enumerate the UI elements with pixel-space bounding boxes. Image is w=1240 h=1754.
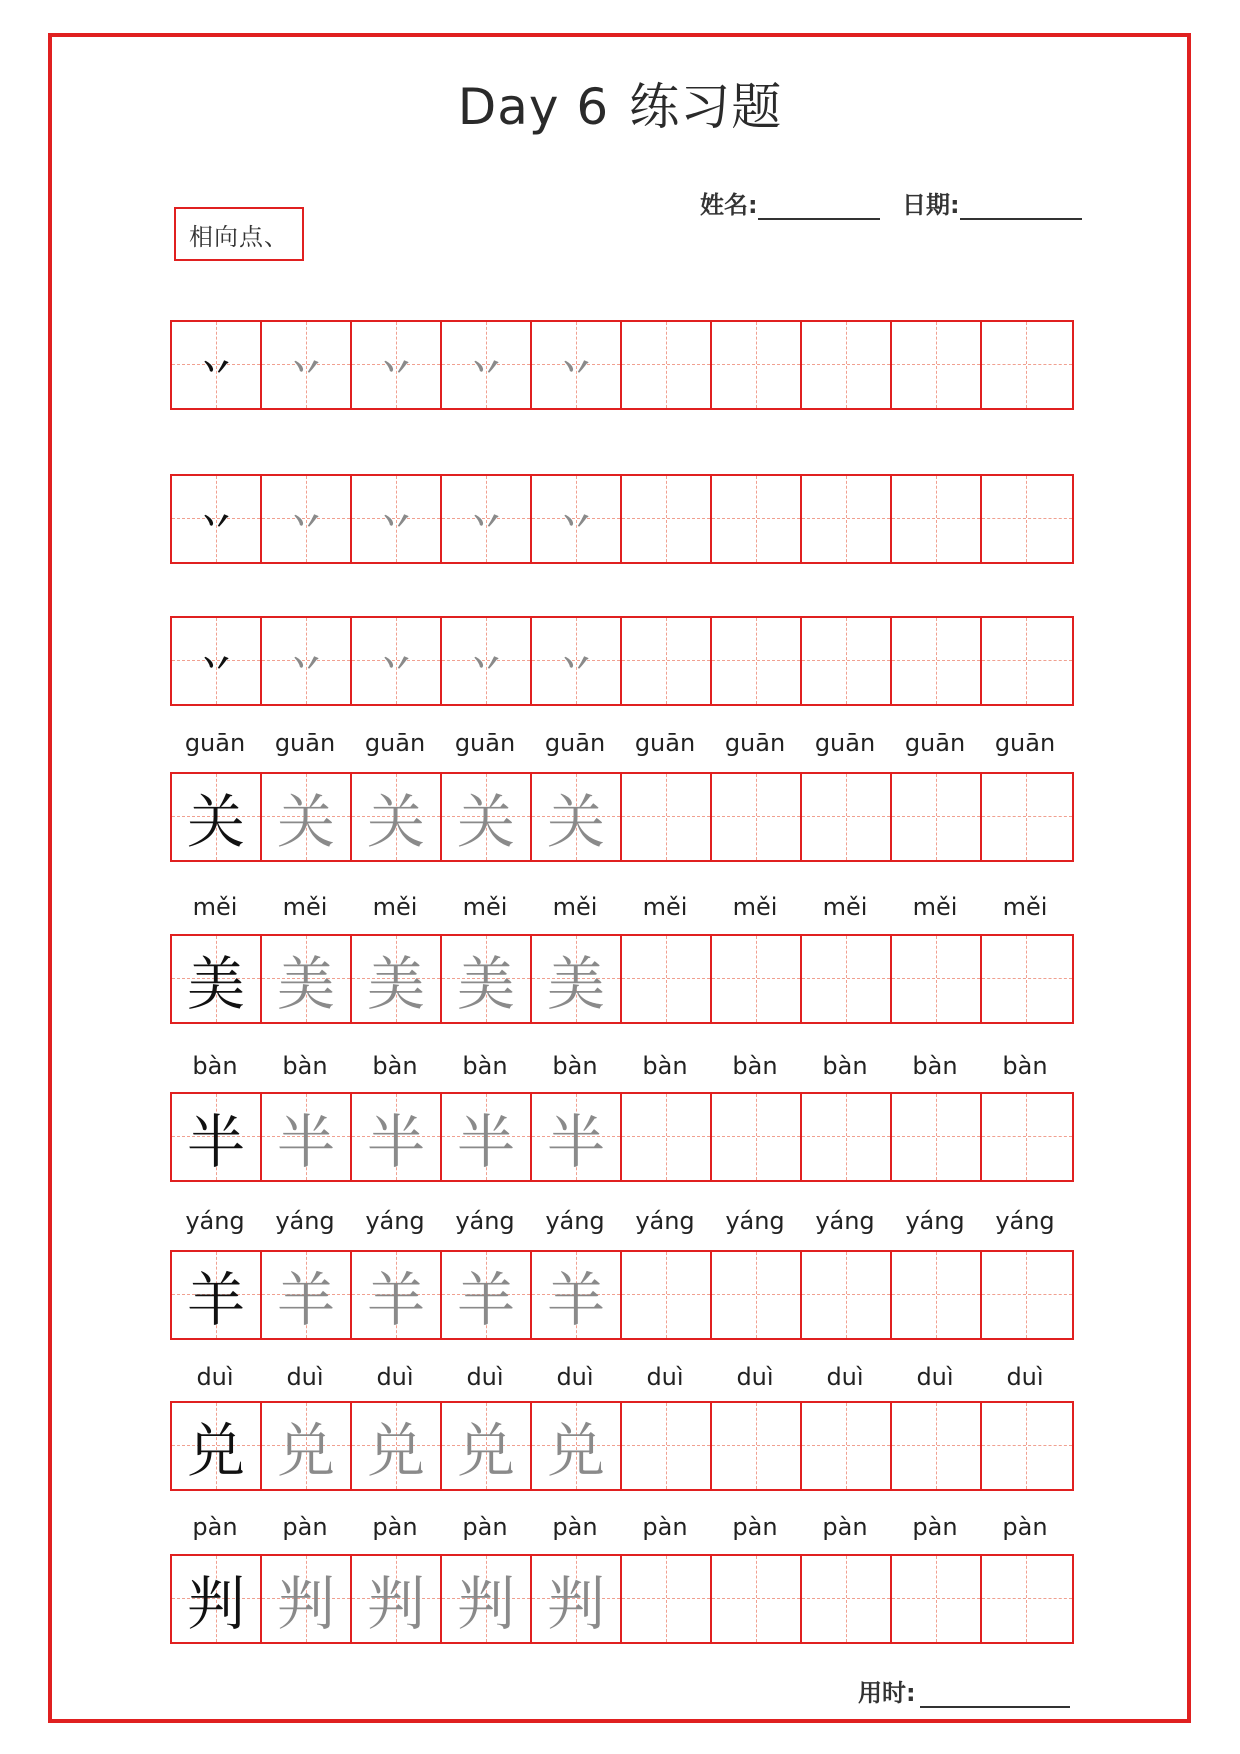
practice-cell[interactable] xyxy=(982,618,1072,704)
model-glyph: 羊 xyxy=(186,1266,245,1334)
practice-cell[interactable] xyxy=(262,618,352,704)
pinyin-label: guān xyxy=(544,729,606,757)
practice-cell[interactable] xyxy=(352,476,442,562)
pinyin-label: duì xyxy=(1006,1363,1044,1391)
practice-cell[interactable] xyxy=(712,1252,802,1338)
pinyin-label: pàn xyxy=(282,1513,328,1541)
pinyin-label: guān xyxy=(274,729,336,757)
trace-glyph: 判 xyxy=(366,1570,425,1638)
practice-cell[interactable] xyxy=(802,322,892,408)
name-label: 姓名: xyxy=(700,191,758,219)
practice-cell[interactable] xyxy=(892,936,982,1022)
model-glyph: 美 xyxy=(186,950,245,1018)
practice-cell[interactable] xyxy=(622,1094,712,1180)
practice-cell[interactable] xyxy=(442,476,532,562)
pinyin-row xyxy=(170,1052,1070,1080)
stroke-row xyxy=(170,616,1074,706)
pinyin-label: duì xyxy=(556,1363,594,1391)
practice-cell[interactable] xyxy=(172,618,262,704)
pinyin-label: guān xyxy=(184,729,246,757)
practice-cell[interactable] xyxy=(172,936,262,1022)
trace-glyph: 丷 xyxy=(289,348,323,389)
practice-cell[interactable] xyxy=(622,476,712,562)
practice-cell[interactable] xyxy=(442,936,532,1022)
practice-cell[interactable] xyxy=(352,1252,442,1338)
practice-cell[interactable] xyxy=(982,1556,1072,1642)
practice-cell[interactable] xyxy=(982,936,1072,1022)
trace-glyph: 丷 xyxy=(289,644,323,685)
practice-cell[interactable] xyxy=(892,322,982,408)
practice-cell[interactable] xyxy=(442,1252,532,1338)
practice-cell[interactable] xyxy=(442,1403,532,1489)
pinyin-label: pàn xyxy=(732,1513,778,1541)
practice-cell[interactable] xyxy=(892,1556,982,1642)
pinyin-label: měi xyxy=(462,893,508,921)
practice-cell[interactable] xyxy=(622,1556,712,1642)
trace-glyph: 丷 xyxy=(469,348,503,389)
pinyin-label: yáng xyxy=(815,1207,875,1235)
trace-glyph: 半 xyxy=(456,1108,515,1176)
practice-cell[interactable] xyxy=(892,1252,982,1338)
pinyin-row xyxy=(170,1363,1070,1391)
trace-glyph: 关 xyxy=(456,788,515,856)
trace-glyph: 关 xyxy=(276,788,335,856)
trace-glyph: 丷 xyxy=(469,502,503,543)
trace-glyph: 关 xyxy=(546,788,605,856)
title-day: Day 6 xyxy=(457,78,610,136)
pinyin-label: bàn xyxy=(462,1052,508,1080)
pinyin-label: guān xyxy=(634,729,696,757)
trace-glyph: 丷 xyxy=(379,502,413,543)
pinyin-label: měi xyxy=(732,893,778,921)
title-subtitle: 练习题 xyxy=(629,78,783,136)
practice-cell[interactable] xyxy=(442,774,532,860)
pinyin-label: bàn xyxy=(642,1052,688,1080)
practice-cell[interactable] xyxy=(262,476,352,562)
date-field[interactable] xyxy=(902,185,1082,220)
pinyin-label: yáng xyxy=(725,1207,785,1235)
practice-cell[interactable] xyxy=(262,1556,352,1642)
pinyin-label: guān xyxy=(904,729,966,757)
trace-glyph: 羊 xyxy=(366,1266,425,1334)
practice-cell[interactable] xyxy=(262,774,352,860)
practice-cell[interactable] xyxy=(802,1556,892,1642)
model-glyph: 判 xyxy=(186,1570,245,1638)
practice-cell[interactable] xyxy=(622,936,712,1022)
time-blank[interactable] xyxy=(920,1680,1070,1708)
practice-cell[interactable] xyxy=(712,774,802,860)
pinyin-label: bàn xyxy=(192,1052,238,1080)
pinyin-label: guān xyxy=(994,729,1056,757)
name-blank[interactable] xyxy=(758,192,880,220)
practice-cell[interactable] xyxy=(262,936,352,1022)
trace-glyph: 判 xyxy=(456,1570,515,1638)
practice-cell[interactable] xyxy=(172,1094,262,1180)
trace-glyph: 羊 xyxy=(456,1266,515,1334)
practice-cell[interactable] xyxy=(982,1403,1072,1489)
trace-glyph: 关 xyxy=(366,788,425,856)
trace-glyph: 兑 xyxy=(456,1417,515,1485)
pinyin-label: pàn xyxy=(822,1513,868,1541)
practice-cell[interactable] xyxy=(712,1094,802,1180)
stroke-tag: 相向点、 xyxy=(174,207,304,261)
model-glyph: 半 xyxy=(186,1108,245,1176)
pinyin-label: měi xyxy=(822,893,868,921)
pinyin-label: bàn xyxy=(282,1052,328,1080)
pinyin-label: guān xyxy=(724,729,786,757)
practice-cell[interactable] xyxy=(442,322,532,408)
pinyin-label: pàn xyxy=(912,1513,958,1541)
trace-glyph: 兑 xyxy=(366,1417,425,1485)
trace-glyph: 丷 xyxy=(289,502,323,543)
pinyin-label: bàn xyxy=(372,1052,418,1080)
practice-cell[interactable] xyxy=(982,1252,1072,1338)
pinyin-label: měi xyxy=(1002,893,1048,921)
trace-glyph: 羊 xyxy=(546,1266,605,1334)
trace-glyph: 丷 xyxy=(379,644,413,685)
practice-cell[interactable] xyxy=(712,936,802,1022)
trace-glyph: 羊 xyxy=(276,1266,335,1334)
trace-glyph: 丷 xyxy=(469,644,503,685)
trace-glyph: 半 xyxy=(366,1108,425,1176)
trace-glyph: 兑 xyxy=(546,1417,605,1485)
practice-cell[interactable] xyxy=(442,1094,532,1180)
char-row xyxy=(170,1401,1074,1491)
pinyin-label: měi xyxy=(282,893,328,921)
pinyin-label: bàn xyxy=(732,1052,778,1080)
model-glyph: 兑 xyxy=(186,1417,245,1485)
practice-cell[interactable] xyxy=(622,322,712,408)
practice-cell[interactable] xyxy=(802,774,892,860)
pinyin-label: bàn xyxy=(822,1052,868,1080)
pinyin-label: duì xyxy=(196,1363,234,1391)
pinyin-label: měi xyxy=(372,893,418,921)
practice-cell[interactable] xyxy=(172,322,262,408)
practice-cell[interactable] xyxy=(262,322,352,408)
practice-cell[interactable] xyxy=(802,1252,892,1338)
trace-glyph: 美 xyxy=(456,950,515,1018)
char-row xyxy=(170,1250,1074,1340)
practice-cell[interactable] xyxy=(532,1556,622,1642)
practice-cell[interactable] xyxy=(982,476,1072,562)
practice-cell[interactable] xyxy=(712,1403,802,1489)
model-glyph: 丷 xyxy=(199,644,233,685)
char-row xyxy=(170,1092,1074,1182)
practice-cell[interactable] xyxy=(982,1094,1072,1180)
pinyin-label: yáng xyxy=(995,1207,1055,1235)
pinyin-label: yáng xyxy=(365,1207,425,1235)
pinyin-row xyxy=(170,1207,1070,1235)
practice-cell[interactable] xyxy=(712,618,802,704)
pinyin-row xyxy=(170,729,1070,757)
pinyin-label: měi xyxy=(912,893,958,921)
practice-cell[interactable] xyxy=(712,1556,802,1642)
pinyin-label: bàn xyxy=(552,1052,598,1080)
practice-cell[interactable] xyxy=(892,1403,982,1489)
pinyin-label: guān xyxy=(454,729,516,757)
practice-cell[interactable] xyxy=(262,1252,352,1338)
trace-glyph: 美 xyxy=(366,950,425,1018)
trace-glyph: 丷 xyxy=(559,348,593,389)
pinyin-label: bàn xyxy=(1002,1052,1048,1080)
practice-cell[interactable] xyxy=(172,1403,262,1489)
pinyin-label: yáng xyxy=(545,1207,605,1235)
practice-cell[interactable] xyxy=(892,774,982,860)
model-glyph: 关 xyxy=(186,788,245,856)
pinyin-label: pàn xyxy=(552,1513,598,1541)
practice-cell[interactable] xyxy=(352,322,442,408)
practice-cell[interactable] xyxy=(352,1403,442,1489)
pinyin-label: guān xyxy=(814,729,876,757)
name-field[interactable] xyxy=(700,185,880,220)
pinyin-label: měi xyxy=(552,893,598,921)
date-blank[interactable] xyxy=(960,192,1082,220)
practice-cell[interactable] xyxy=(172,1556,262,1642)
stroke-row xyxy=(170,320,1074,410)
pinyin-label: guān xyxy=(364,729,426,757)
trace-glyph: 美 xyxy=(276,950,335,1018)
practice-cell[interactable] xyxy=(892,1094,982,1180)
trace-glyph: 兑 xyxy=(276,1417,335,1485)
char-row xyxy=(170,934,1074,1024)
pinyin-label: měi xyxy=(192,893,238,921)
practice-cell[interactable] xyxy=(802,1403,892,1489)
time-field[interactable] xyxy=(858,1673,1070,1708)
practice-cell[interactable] xyxy=(982,322,1072,408)
practice-cell[interactable] xyxy=(622,618,712,704)
practice-cell[interactable] xyxy=(352,936,442,1022)
practice-cell[interactable] xyxy=(262,1403,352,1489)
practice-cell[interactable] xyxy=(622,1403,712,1489)
practice-cell[interactable] xyxy=(352,1094,442,1180)
practice-cell[interactable] xyxy=(982,774,1072,860)
page-title xyxy=(0,72,1240,142)
practice-cell[interactable] xyxy=(802,1094,892,1180)
model-glyph: 丷 xyxy=(199,348,233,389)
practice-cell[interactable] xyxy=(532,936,622,1022)
practice-cell[interactable] xyxy=(622,1252,712,1338)
pinyin-label: duì xyxy=(916,1363,954,1391)
pinyin-label: yáng xyxy=(185,1207,245,1235)
practice-cell[interactable] xyxy=(352,618,442,704)
practice-cell[interactable] xyxy=(442,618,532,704)
pinyin-label: duì xyxy=(286,1363,324,1391)
pinyin-label: yáng xyxy=(635,1207,695,1235)
pinyin-label: bàn xyxy=(912,1052,958,1080)
trace-glyph: 丷 xyxy=(559,644,593,685)
practice-cell[interactable] xyxy=(532,618,622,704)
pinyin-label: duì xyxy=(826,1363,864,1391)
pinyin-row xyxy=(170,893,1070,921)
pinyin-label: pàn xyxy=(1002,1513,1048,1541)
stroke-row xyxy=(170,474,1074,564)
pinyin-label: pàn xyxy=(462,1513,508,1541)
trace-glyph: 丷 xyxy=(379,348,413,389)
pinyin-label: yáng xyxy=(455,1207,515,1235)
trace-glyph: 美 xyxy=(546,950,605,1018)
pinyin-label: pàn xyxy=(642,1513,688,1541)
pinyin-label: duì xyxy=(466,1363,504,1391)
practice-cell[interactable] xyxy=(352,774,442,860)
time-label: 用时: xyxy=(858,1679,916,1707)
practice-cell[interactable] xyxy=(532,1403,622,1489)
pinyin-label: yáng xyxy=(275,1207,335,1235)
pinyin-label: duì xyxy=(646,1363,684,1391)
practice-cell[interactable] xyxy=(892,618,982,704)
pinyin-label: yáng xyxy=(905,1207,965,1235)
practice-cell[interactable] xyxy=(172,774,262,860)
practice-cell[interactable] xyxy=(802,936,892,1022)
practice-cell[interactable] xyxy=(802,476,892,562)
practice-cell[interactable] xyxy=(442,1556,532,1642)
model-glyph: 丷 xyxy=(199,502,233,543)
practice-cell[interactable] xyxy=(712,476,802,562)
trace-glyph: 丷 xyxy=(559,502,593,543)
pinyin-label: pàn xyxy=(372,1513,418,1541)
trace-glyph: 判 xyxy=(546,1570,605,1638)
pinyin-label: duì xyxy=(736,1363,774,1391)
char-row xyxy=(170,772,1074,862)
practice-cell[interactable] xyxy=(172,1252,262,1338)
trace-glyph: 半 xyxy=(276,1108,335,1176)
practice-cell[interactable] xyxy=(622,774,712,860)
pinyin-row xyxy=(170,1513,1070,1541)
practice-cell[interactable] xyxy=(802,618,892,704)
date-label: 日期: xyxy=(902,191,960,219)
char-row xyxy=(170,1554,1074,1644)
practice-cell[interactable] xyxy=(532,476,622,562)
practice-cell[interactable] xyxy=(352,1556,442,1642)
practice-cell[interactable] xyxy=(532,1252,622,1338)
practice-cell[interactable] xyxy=(262,1094,352,1180)
practice-cell[interactable] xyxy=(532,774,622,860)
pinyin-label: duì xyxy=(376,1363,414,1391)
practice-cell[interactable] xyxy=(532,1094,622,1180)
trace-glyph: 判 xyxy=(276,1570,335,1638)
pinyin-label: měi xyxy=(642,893,688,921)
practice-cell[interactable] xyxy=(172,476,262,562)
pinyin-label: pàn xyxy=(192,1513,238,1541)
practice-cell[interactable] xyxy=(532,322,622,408)
practice-cell[interactable] xyxy=(712,322,802,408)
practice-cell[interactable] xyxy=(892,476,982,562)
trace-glyph: 半 xyxy=(546,1108,605,1176)
